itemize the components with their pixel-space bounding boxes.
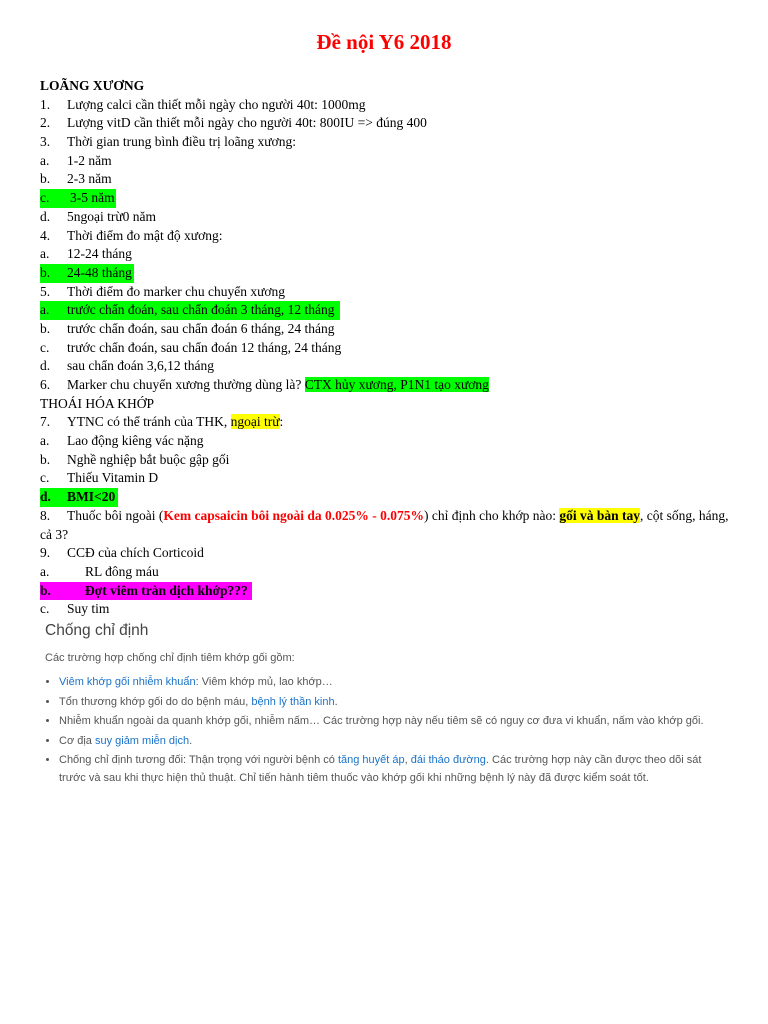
option: a. RL đông máu: [40, 563, 159, 579]
option: d. 5ngoại trừ0 năm: [40, 208, 157, 224]
option: b. trước chẩn đoán, sau chẩn đoán 6 tháng, 24 tháng: [40, 320, 335, 336]
link[interactable]: đái tháo đường: [410, 754, 486, 766]
option: c. trước chẩn đoán, sau chẩn đoán 12 tháng, 24 tháng: [40, 339, 342, 355]
web-excerpt: [45, 622, 725, 789]
option-correct: b. 24-48 tháng: [40, 264, 730, 283]
question-5: 5. Thời điểm đo marker chu chuyển xương: [40, 283, 286, 299]
option-correct: d. BMI<20: [40, 488, 730, 507]
section-heading: LOÃNG XƯƠNG: [40, 78, 145, 93]
excerpt-intro: Các trường hợp chống chỉ định tiêm khớp gối gồm:: [45, 652, 295, 664]
list-item: • Viêm khớp gối nhiễm khuẩn: Viêm khớp mủ, lao khớp…: [59, 674, 725, 692]
list-item: • Cơ địa suy giảm miễn dịch.: [59, 733, 725, 751]
question-6: 6. Marker chu chuyển xương thường dùng là? CTX hủy xương, P1N1 tạo xương: [40, 377, 489, 392]
question-9: 9. CCĐ của chích Corticoid: [40, 545, 204, 561]
option: a. Lao động kiêng vác nặng: [40, 433, 204, 449]
option: b. 2-3 năm: [40, 171, 112, 187]
option: c. Thiếu Vitamin D: [40, 470, 159, 486]
question-7: 7. YTNC có thể tránh của THK, ngoại trừ:: [40, 414, 284, 430]
option-correct: b. Đợt viêm tràn dịch khớp???: [40, 582, 730, 601]
list-item: • Chống chỉ định tương đối: Thận trọng với người bệnh có tăng huyết áp, đái tháo đường. Các trường hợp này cần được theo dõi sát trước và sau khi thực hiện thủ thuật. Chỉ tiến hành tiêm thuốc vào khớp gối khi những bệnh lý này đã được kiểm soát tốt.: [59, 752, 725, 787]
section-heading: THOÁI HÓA KHỚP: [40, 395, 154, 411]
excerpt-heading: Chống chỉ định: [45, 622, 149, 639]
document-body: [40, 77, 730, 619]
option: d. sau chẩn đoán 3,6,12 tháng: [40, 358, 214, 374]
question-8: 8. Thuốc bôi ngoài (Kem capsaicin bôi ngoài da 0.025% - 0.075%) chỉ định cho khớp nào: gối và bàn tay, cột sống, háng, cả 3?: [40, 507, 729, 542]
option: b. Nghề nghiệp bắt buộc gập gối: [40, 451, 230, 467]
question-2: 2. Lượng vitD cần thiết mỗi ngày cho người 40t: 800IU => đúng 400: [40, 115, 427, 131]
option: a. 1-2 năm: [40, 152, 112, 168]
link[interactable]: Viêm khớp gối nhiễm khuẩn: [59, 676, 196, 688]
question-1: 1. Lượng calci cần thiết mỗi ngày cho người 40t: 1000mg: [40, 96, 366, 112]
list-item: • Tổn thương khớp gối do do bệnh máu, bệnh lý thần kinh.: [59, 694, 725, 712]
option-correct: a. trước chẩn đoán, sau chẩn đoán 3 tháng, 12 tháng: [40, 301, 730, 320]
excerpt-list: [45, 674, 725, 787]
answer-highlight: CTX hủy xương, P1N1 tạo xương: [304, 377, 489, 392]
link[interactable]: bệnh lý thần kinh: [251, 695, 335, 708]
question-3: 3. Thời gian trung bình điều trị loãng xương:: [40, 134, 296, 150]
list-item: • Nhiễm khuẩn ngoài da quanh khớp gối, nhiễm nấm… Các trường hợp này nếu tiêm sẽ có nguy cơ đưa vi khuẩn, nấm vào khớp gối.: [59, 713, 725, 731]
question-4: 4. Thời điểm đo mật độ xương:: [40, 227, 223, 243]
option: c. Suy tim: [40, 601, 110, 617]
option-correct: c. 3-5 năm: [40, 189, 730, 208]
page-title: Đề nội Y6 2018: [316, 30, 452, 54]
option: a. 12-24 tháng: [40, 246, 132, 262]
link[interactable]: suy giảm miễn dịch: [94, 734, 190, 747]
link[interactable]: tăng huyết áp: [337, 754, 405, 766]
